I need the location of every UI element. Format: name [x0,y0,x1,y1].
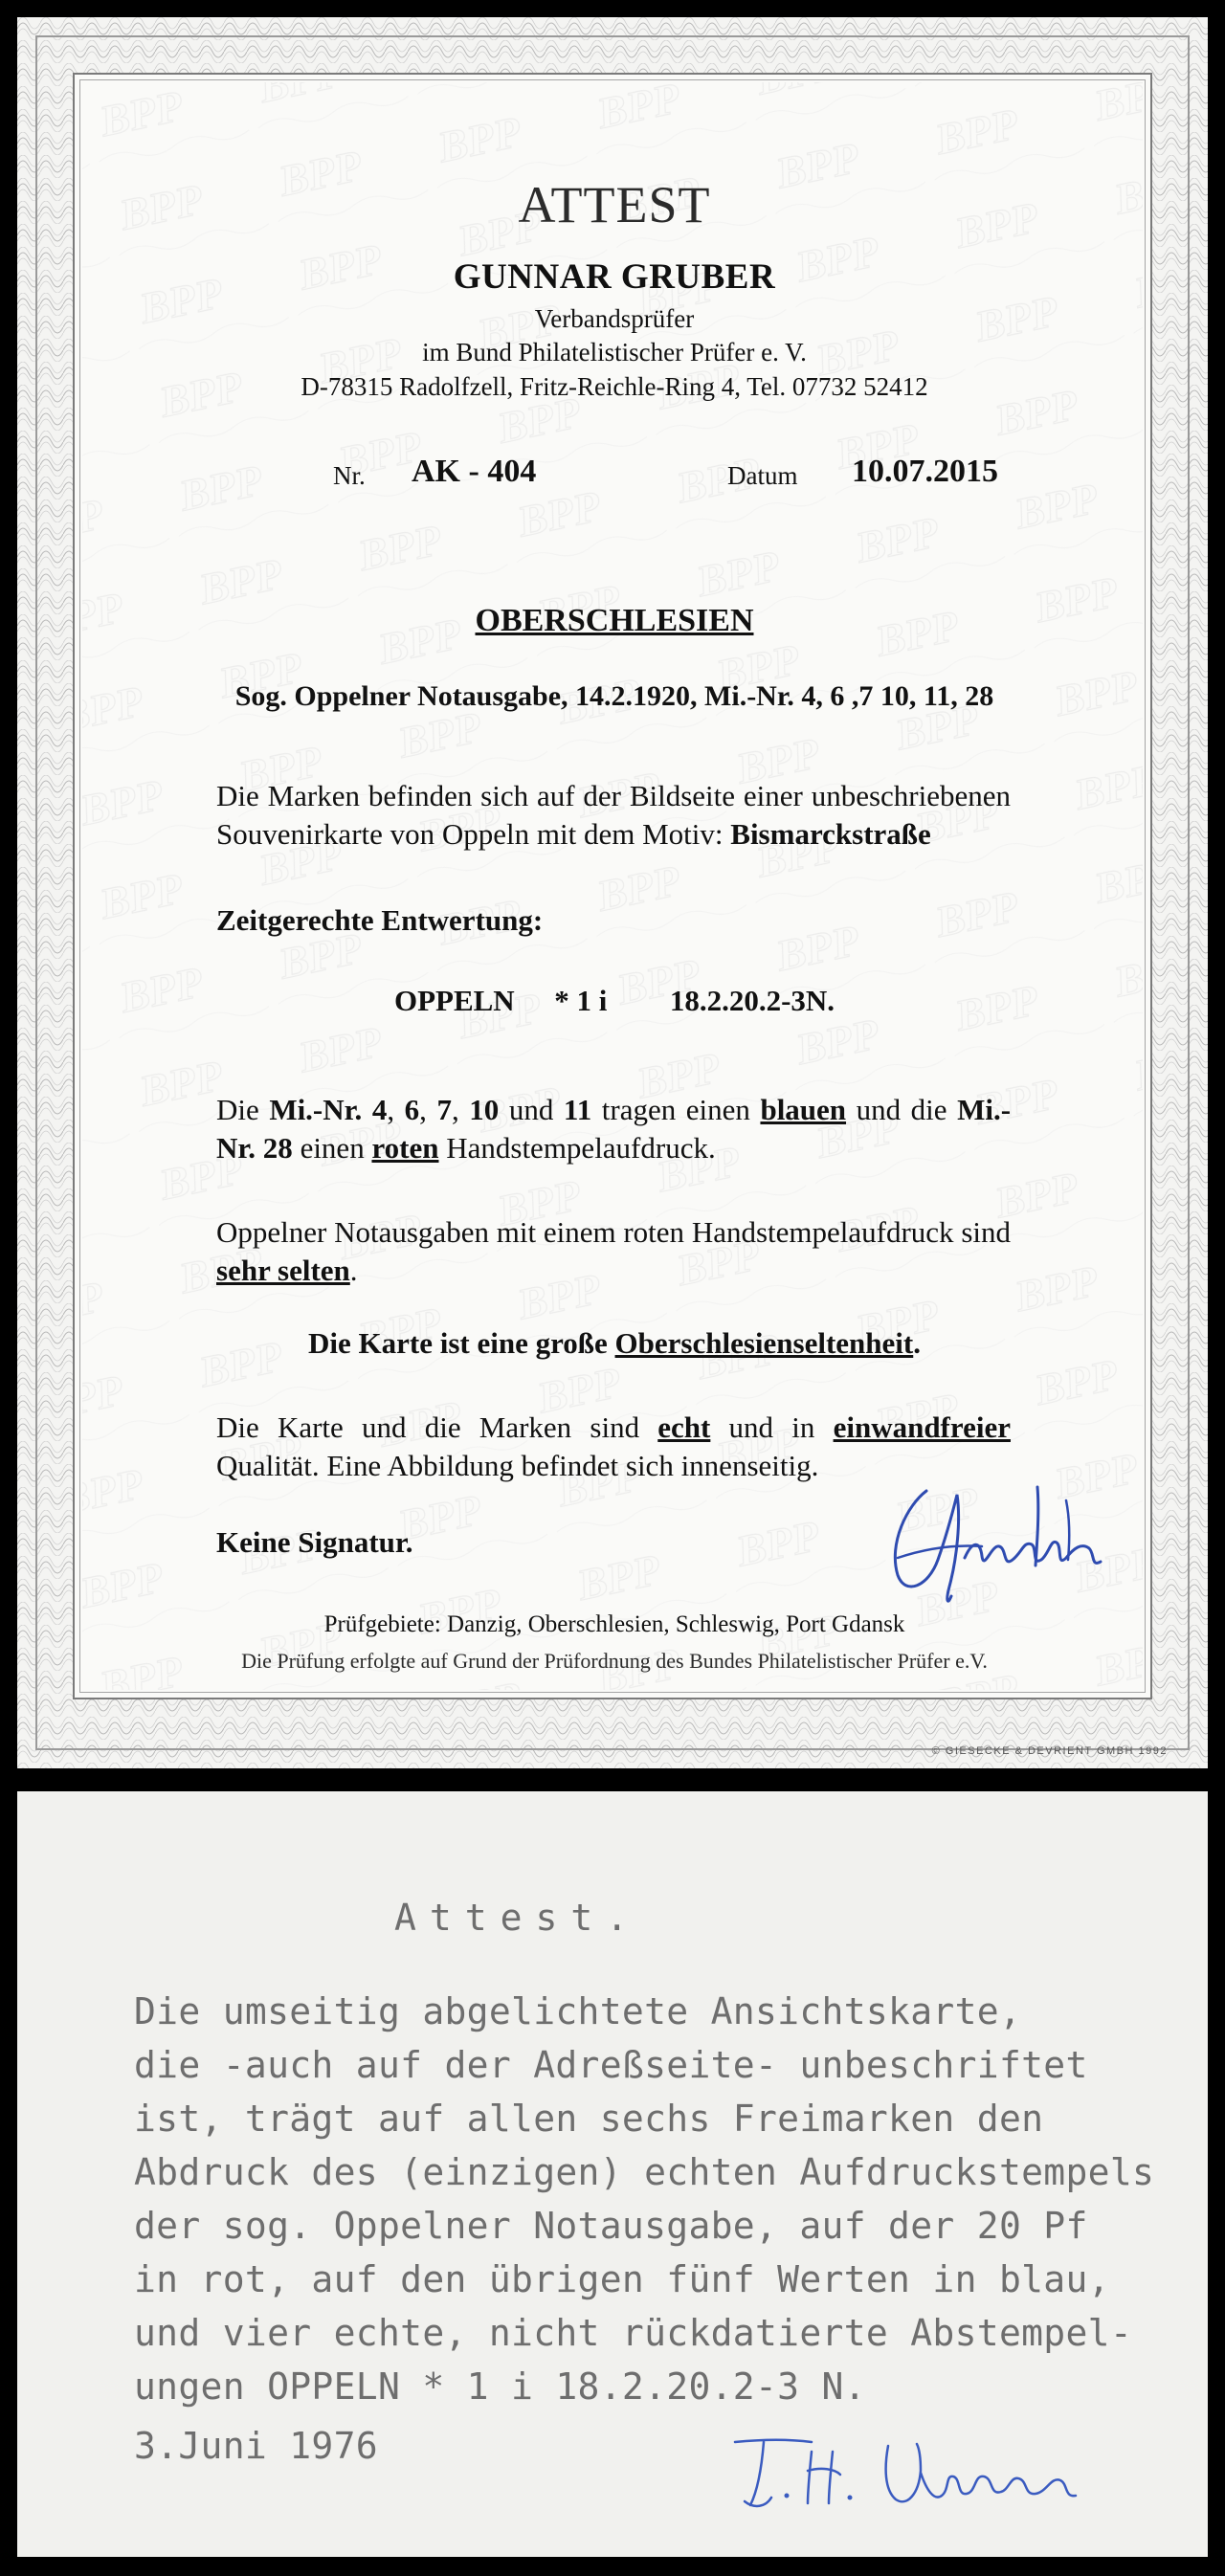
para1-line2: Souvenirkarte von Oppeln mit dem Motiv: [216,817,731,851]
old-attest-line: ist, trägt auf allen sechs Freimarken den [134,2098,1044,2140]
nr-value: AK - 404 [412,454,537,489]
examiner-association: im Bund Philatelistischer Prüfer e. V. [422,338,807,366]
examination-areas: Prüfgebiete: Danzig, Oberschlesien, Schleswig, Port Gdansk [323,1611,905,1637]
red-word: roten [371,1131,439,1165]
certificate-frame [73,73,1152,1699]
examiner-name: GUNNAR GRUBER [453,257,776,297]
paragraph-rarity-note: Oppelner Notausgaben mit einem roten Handstempelaufdruck sind sehr selten. [216,1215,1011,1287]
cancellation-place: OPPELN [393,984,515,1017]
old-attest-signature [716,2413,1137,2519]
date-value: 10.07.2015 [852,454,998,489]
certificate-page [17,17,1208,1768]
old-attest-line: Die umseitig abgelichtete Ansichtskarte, [134,1990,1022,2032]
printer-imprint: © GIESECKE & DEVRIENT GMBH 1992 [931,1745,1168,1757]
examiner-signature [869,1453,1137,1615]
old-attest-line: der sog. Oppelner Notausgabe, auf der 20 Pf [134,2205,1088,2247]
motif-name: Bismarckstraße [730,817,931,851]
issue-subject: Sog. Oppelner Notausgabe, 14.2.1920, Mi.-Nr. 4, 6 ,7 10, 11, 28 [234,680,994,712]
cancellation-label: Zeitgerechte Entwertung: [216,903,544,937]
old-attest-line: ungen OPPELN * 1 i 18.2.20.2-3 N. [134,2365,866,2408]
old-attest-line: Abdruck des (einzigen) echten Aufdruckstempels [134,2151,1155,2193]
paragraph-card-description [216,777,1011,854]
certificate-footer: Die Prüfung erfolgte auf Grund der Prüfordnung des Bundes Philatelistischer Prüfer e.V. [241,1649,988,1673]
region-heading: OBERSCHLESIEN [475,603,754,638]
cancellation-value [75,984,1154,1018]
cancellation-date: 18.2.20.2-3N. [669,984,835,1017]
cancellation-code: * 1 i [554,984,608,1017]
old-attest-line: in rot, auf den übrigen fünf Werten in blau, [134,2258,1110,2300]
nr-label: Nr. [333,461,366,490]
examiner-address: D-78315 Radolfzell, Fritz-Reichle-Ring 4, Tel. 07732 52412 [301,372,928,401]
rarity-statement: Die Karte ist eine große Oberschlesienseltenheit. [308,1326,921,1360]
para1-line1: Die Marken befinden sich auf der Bildseite einer unbeschriebenen [216,779,1011,812]
date-label: Datum [727,461,798,490]
old-attest-date: 3.Juni 1976 [134,2425,378,2467]
old-attest-line: die -auch auf der Adreßseite- unbeschriftet [134,2044,1088,2086]
paragraph-overprints: Die Mi.-Nr. 4, 6, 7, 10 und 11 tragen einen blauen und die Mi.-Nr. 28 einen roten Handstempelaufdruck. [216,1093,1012,1165]
examiner-role: Verbandsprüfer [534,304,695,333]
signature-note: Keine Signatur. [216,1525,413,1559]
old-attest-line: und vier echte, nicht rückdatierte Abstempel- [134,2312,1133,2354]
certificate-title: ATTEST [518,176,711,233]
certificate-content [75,75,1154,1701]
old-attest-title: Attest. [394,1897,642,1939]
blue-word: blauen [760,1093,847,1126]
old-attest-card [17,1791,1208,2557]
paragraph-genuineness: Die Karte und die Marken sind echt und in einwandfreier Qualität. Eine Abbildung befindet sich innenseitig. [216,1410,1011,1482]
